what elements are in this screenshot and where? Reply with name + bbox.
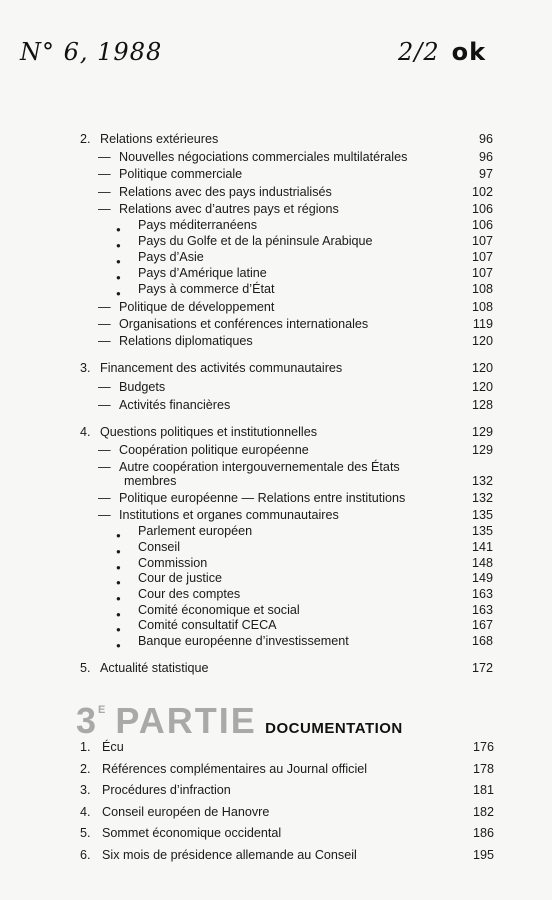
toc-page-number: 106 bbox=[471, 218, 493, 232]
bullet-marker: ● bbox=[116, 241, 121, 250]
toc-page-number: 96 bbox=[478, 150, 493, 164]
dash-marker: — bbox=[98, 317, 111, 331]
dash-marker: — bbox=[98, 398, 111, 412]
toc-page-number: 132 bbox=[471, 491, 493, 505]
bullet-marker: ● bbox=[116, 610, 121, 619]
toc-page-number: 172 bbox=[471, 661, 493, 675]
toc-entry-label: Cour de justice bbox=[138, 571, 222, 585]
toc-page-number: 120 bbox=[471, 334, 493, 348]
toc-entry-label: Budgets bbox=[119, 380, 166, 394]
toc-page-number: 163 bbox=[471, 587, 493, 601]
toc-page-number: 163 bbox=[471, 603, 493, 617]
toc-entry-label: Relations diplomatiques bbox=[119, 334, 253, 348]
toc-entry-label: Relations avec des pays industrialisés bbox=[119, 185, 332, 199]
toc-page-number: 135 bbox=[471, 508, 493, 522]
toc-page-number: 129 bbox=[471, 425, 493, 439]
bullet-marker: ● bbox=[116, 257, 121, 266]
dash-marker: — bbox=[98, 460, 111, 474]
doc-page-number: 186 bbox=[472, 826, 494, 840]
toc-entry-label: membres bbox=[124, 474, 177, 488]
toc-page-number: 102 bbox=[471, 185, 493, 199]
toc-page-number: 97 bbox=[478, 167, 493, 181]
bullet-marker: ● bbox=[116, 625, 121, 634]
toc-entry-label: Pays du Golfe et de la péninsule Arabique bbox=[138, 234, 373, 248]
toc-page-number: 96 bbox=[478, 132, 493, 146]
toc-entry-label: Banque européenne d’investissement bbox=[138, 634, 349, 648]
bullet-marker: ● bbox=[116, 641, 121, 650]
doc-number: 2. bbox=[80, 762, 91, 776]
bullet-marker: ● bbox=[116, 547, 121, 556]
toc-page-number: 128 bbox=[471, 398, 493, 412]
dash-marker: — bbox=[98, 185, 111, 199]
toc-page-number: 135 bbox=[471, 524, 493, 538]
toc-entry-label: Autre coopération intergouvernementale des États bbox=[119, 460, 400, 474]
toc-entry-label: Financement des activités communautaires bbox=[100, 361, 343, 375]
toc-entry-label: Pays d’Amérique latine bbox=[138, 266, 267, 280]
handwritten-fraction: 2/2 bbox=[398, 38, 440, 66]
toc-page-number: 120 bbox=[471, 361, 493, 375]
toc-entry-label: Activités financières bbox=[119, 398, 231, 412]
toc-entry-label: Coopération politique européenne bbox=[119, 443, 309, 457]
toc-entry-label: Institutions et organes communautaires bbox=[119, 508, 339, 522]
toc-page-number: 107 bbox=[471, 266, 493, 280]
doc-number: 5. bbox=[80, 826, 91, 840]
bullet-marker: ● bbox=[116, 531, 121, 540]
dash-marker: — bbox=[98, 380, 111, 394]
toc-section-number: 2. bbox=[80, 132, 91, 146]
handwritten-page-mark bbox=[398, 38, 486, 66]
toc-page-number: 167 bbox=[471, 618, 493, 632]
handwritten-issue-number: N° 6, 1988 bbox=[20, 38, 163, 66]
toc-section-number: 3. bbox=[80, 361, 91, 375]
toc-section-number: 4. bbox=[80, 425, 91, 439]
bullet-marker: ● bbox=[116, 273, 121, 282]
toc-entry-label: Commission bbox=[138, 556, 208, 570]
toc-entry-label: Parlement européen bbox=[138, 524, 253, 538]
toc-entry-label: Comité consultatif CECA bbox=[138, 618, 277, 632]
part-number: 3 bbox=[76, 700, 99, 741]
part-title: DOCUMENTATION bbox=[265, 720, 403, 737]
toc-entry-label: Pays méditerranéens bbox=[138, 218, 258, 232]
toc-page-number: 119 bbox=[472, 317, 493, 331]
toc-entry-label: Questions politiques et institutionnelles bbox=[100, 425, 318, 439]
part-word: PARTIE bbox=[115, 700, 257, 741]
bullet-marker: ● bbox=[116, 289, 121, 298]
toc-page-number: 132 bbox=[471, 474, 493, 488]
doc-page-number: 182 bbox=[472, 805, 494, 819]
part-number-suffix: E bbox=[98, 704, 106, 716]
bullet-marker: ● bbox=[116, 225, 121, 234]
toc-entry-label: Politique de développement bbox=[119, 300, 275, 314]
toc-entry-label: Politique commerciale bbox=[119, 167, 243, 181]
dash-marker: — bbox=[98, 167, 111, 181]
doc-label: Procédures d’infraction bbox=[102, 783, 231, 797]
toc-page-number: 141 bbox=[471, 540, 493, 554]
doc-label: Six mois de présidence allemande au Conseil bbox=[102, 848, 357, 862]
toc-entry-label: Relations extérieures bbox=[100, 132, 219, 146]
toc-section-number: 5. bbox=[80, 661, 91, 675]
doc-label: Références complémentaires au Journal officiel bbox=[102, 762, 368, 776]
doc-label: Écu bbox=[102, 740, 124, 754]
handwritten-ok: ok bbox=[451, 38, 487, 66]
toc-entry-label: Cour des comptes bbox=[138, 587, 241, 601]
toc-entry-label: Conseil bbox=[138, 540, 180, 554]
toc-entry-label: Comité économique et social bbox=[138, 603, 300, 617]
doc-page-number: 181 bbox=[472, 783, 494, 797]
dash-marker: — bbox=[98, 300, 111, 314]
toc-page-number: 108 bbox=[471, 282, 493, 296]
doc-page-number: 176 bbox=[472, 740, 494, 754]
doc-label: Sommet économique occidental bbox=[102, 826, 282, 840]
toc-page-number: 107 bbox=[471, 234, 493, 248]
toc-entry-label: Relations avec d’autres pays et régions bbox=[119, 202, 339, 216]
toc-entry-label: Politique européenne — Relations entre institutions bbox=[119, 491, 406, 505]
toc-page-number: 107 bbox=[471, 250, 493, 264]
bullet-marker: ● bbox=[116, 563, 121, 572]
toc-entry-label: Actualité statistique bbox=[100, 661, 209, 675]
doc-number: 1. bbox=[80, 740, 91, 754]
doc-label: Conseil européen de Hanovre bbox=[102, 805, 270, 819]
part-heading bbox=[76, 700, 403, 742]
toc-entry-label: Nouvelles négociations commerciales multilatérales bbox=[119, 150, 408, 164]
dash-marker: — bbox=[98, 491, 111, 505]
toc-page-number: 120 bbox=[471, 380, 493, 394]
toc-page-number: 148 bbox=[471, 556, 493, 570]
toc-page-number: 108 bbox=[471, 300, 493, 314]
doc-number: 4. bbox=[80, 805, 91, 819]
doc-number: 3. bbox=[80, 783, 91, 797]
bullet-marker: ● bbox=[116, 594, 121, 603]
toc-entry-label: Pays d’Asie bbox=[138, 250, 204, 264]
dash-marker: — bbox=[98, 202, 111, 216]
dash-marker: — bbox=[98, 150, 111, 164]
toc-page-number: 129 bbox=[471, 443, 493, 457]
bullet-marker: ● bbox=[116, 578, 121, 587]
dash-marker: — bbox=[98, 443, 111, 457]
toc-page-number: 149 bbox=[471, 571, 493, 585]
doc-page-number: 195 bbox=[472, 848, 494, 862]
toc-page-number: 106 bbox=[471, 202, 493, 216]
doc-page-number: 178 bbox=[472, 762, 494, 776]
dash-marker: — bbox=[98, 508, 111, 522]
dash-marker: — bbox=[98, 334, 111, 348]
toc-entry-label: Pays à commerce d’État bbox=[138, 282, 275, 296]
toc-entry-label: Organisations et conférences internationales bbox=[119, 317, 369, 331]
toc-page-number: 168 bbox=[471, 634, 493, 648]
doc-number: 6. bbox=[80, 848, 91, 862]
